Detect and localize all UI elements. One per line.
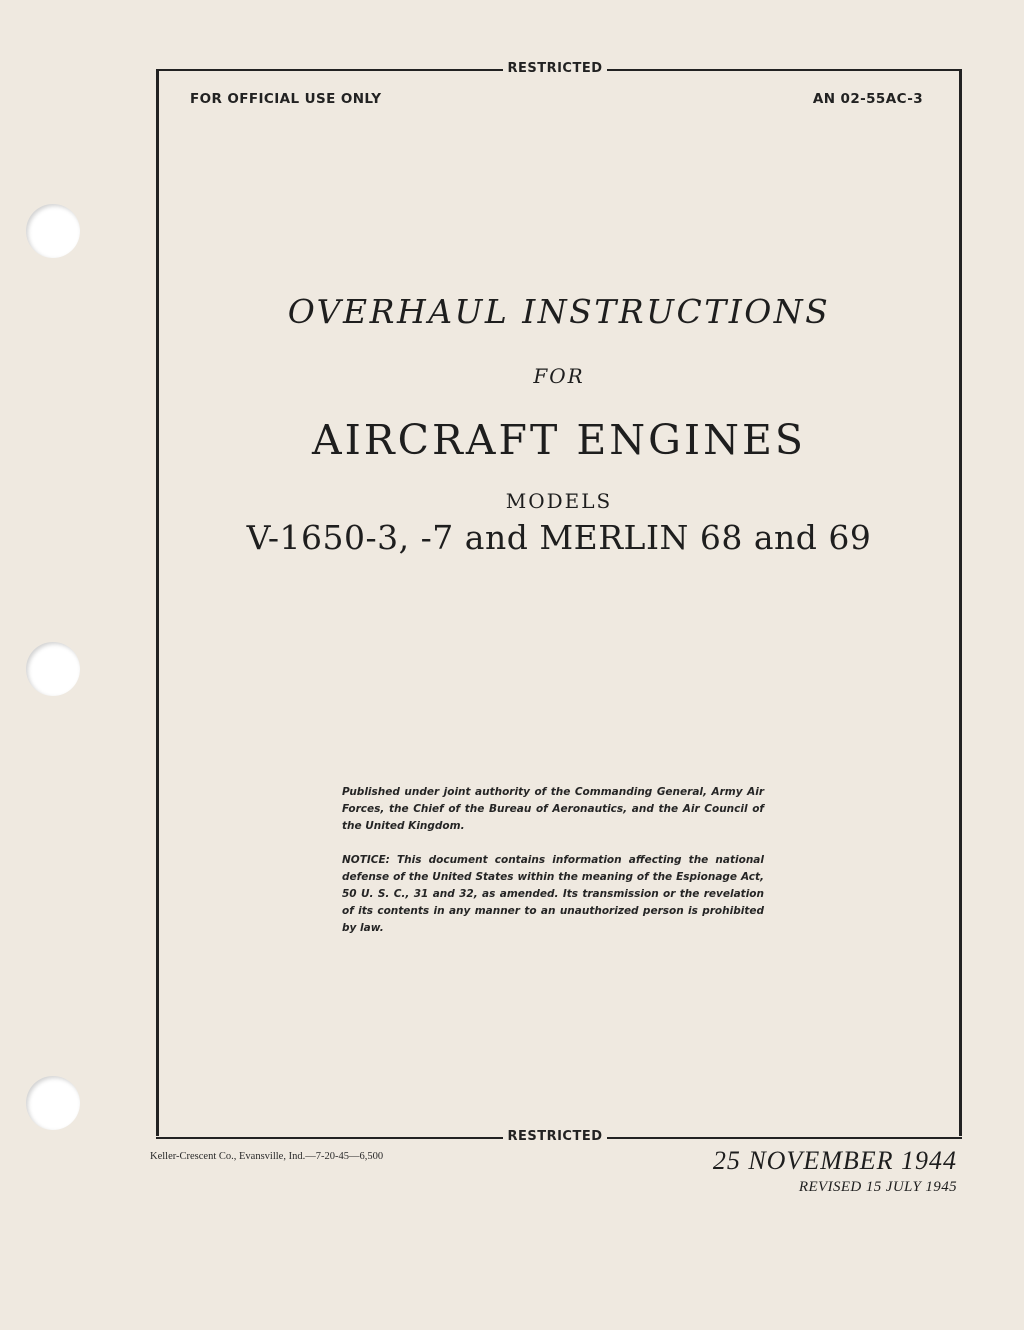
punch-hole-top: [26, 204, 80, 258]
title-engine-models: V-1650-3, -7 and MERLIN 68 and 69: [246, 518, 872, 557]
punch-hole-bottom: [26, 1076, 80, 1130]
title-for: FOR: [533, 364, 585, 388]
page-frame: [156, 69, 962, 1136]
title-overhaul-instructions: OVERHAUL INSTRUCTIONS: [287, 292, 831, 331]
title-aircraft-engines: AIRCRAFT ENGINES: [312, 416, 806, 464]
publication-date: 25 NOVEMBER 1944: [712, 1146, 957, 1175]
restricted-banner-bottom: RESTRICTED: [0, 1129, 1024, 1144]
official-use-label: FOR OFFICIAL USE ONLY: [190, 91, 382, 107]
revision-date: REVISED 15 JULY 1945: [798, 1179, 957, 1195]
document-number: AN 02-55AC-3: [812, 91, 923, 107]
printer-imprint: Keller-Crescent Co., Evansville, Ind.—7-20-45—6,500: [150, 1151, 384, 1162]
restricted-banner-top: RESTRICTED: [0, 61, 1024, 76]
title-models: MODELS: [505, 489, 613, 513]
published-authority-text: Published under joint authority of the Commanding General, Army Air Forces, the Chief of the Bureau of Aeronautics, and the Air Council of the United Kingdom.: [342, 786, 764, 832]
punch-hole-middle: [26, 642, 80, 696]
espionage-notice-text: NOTICE: This document contains information affecting the national defense of the United States within the meaning of the Espionage Act, 50 U. S. C., 31 and 32, as amended. Its transmission or the revelation of its contents in any manner to an unauthorized person is prohibited by law.: [342, 854, 764, 934]
